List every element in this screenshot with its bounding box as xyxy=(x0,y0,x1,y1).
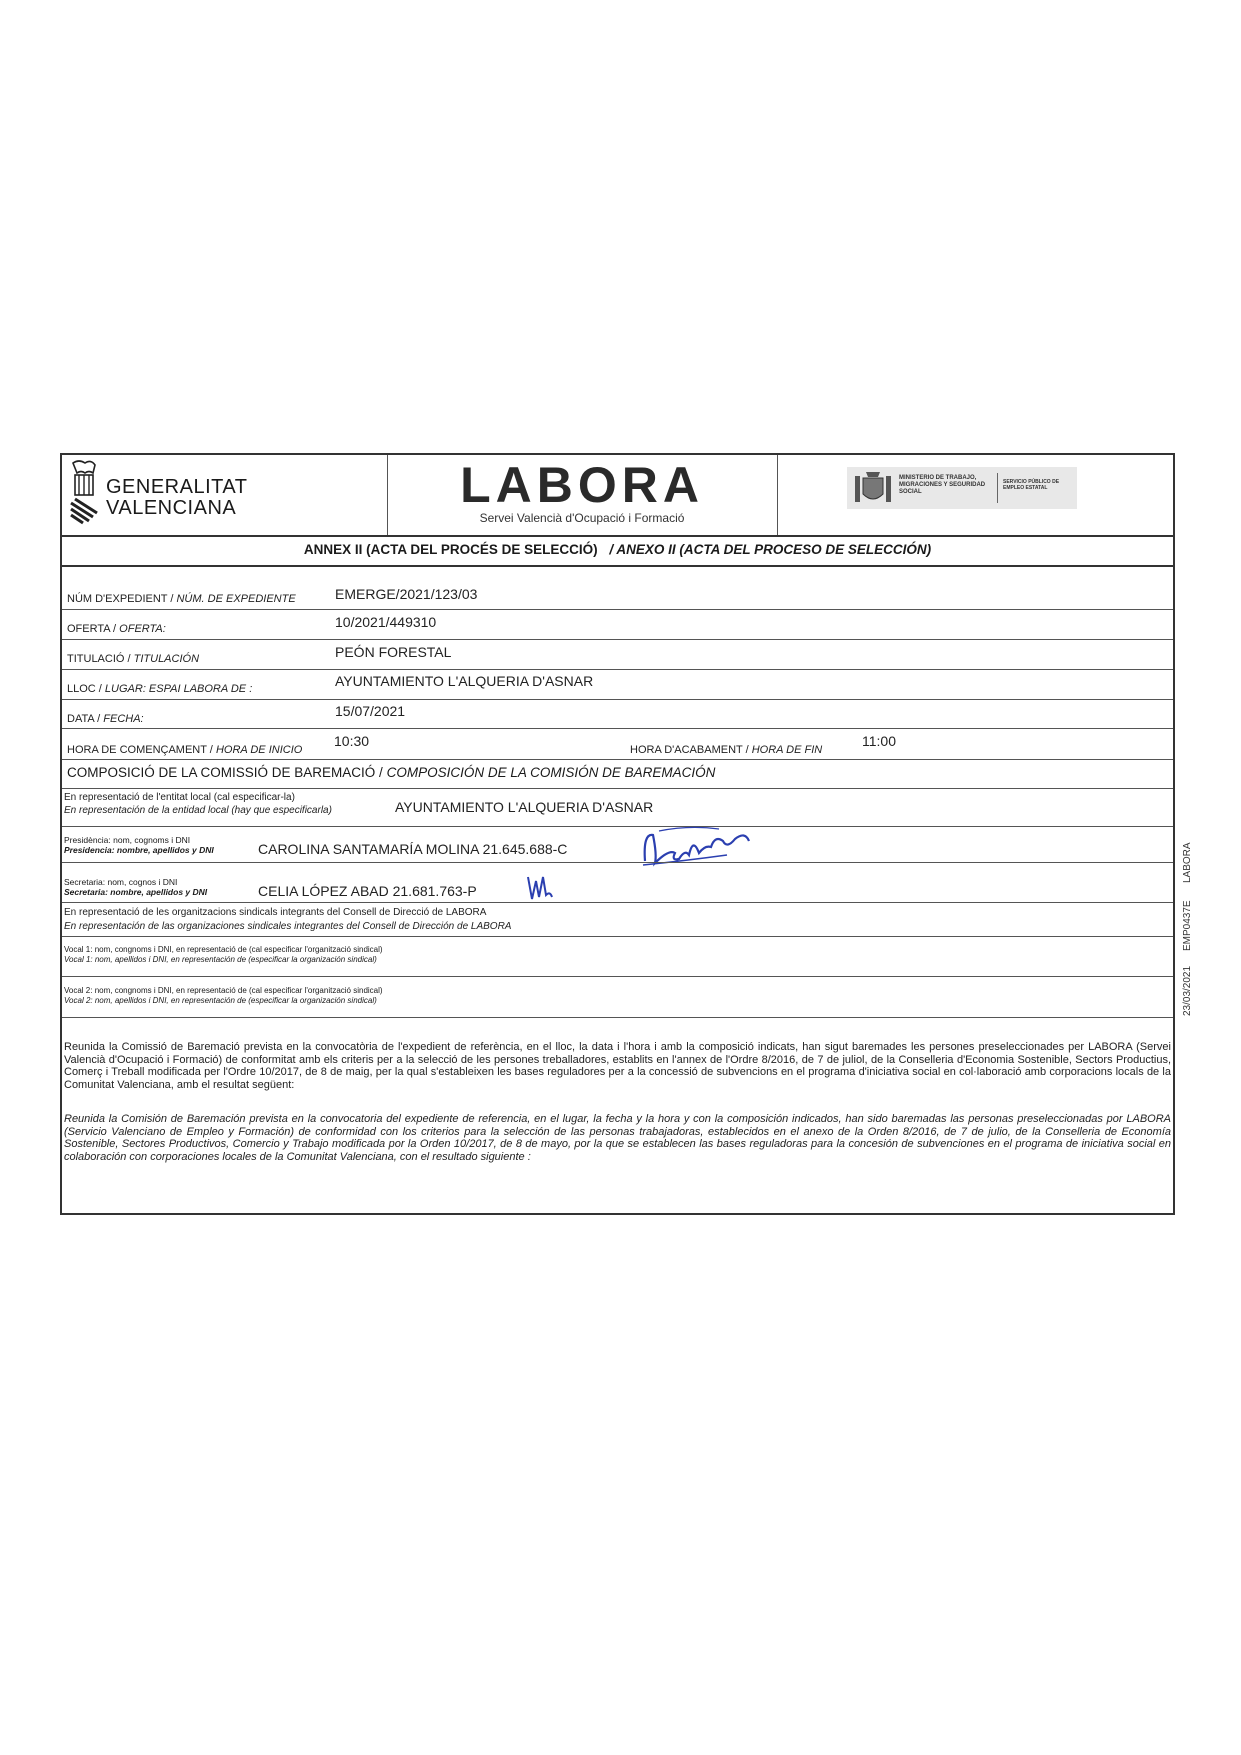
sindicals-val: En representació de les organitzacions sindicals integrants del Consell de Direcció de LABORA xyxy=(64,907,487,918)
annex-title-val: ANNEX II (ACTA DEL PROCÉS DE SELECCIÓ) xyxy=(303,542,598,557)
ministry-logo xyxy=(847,467,1077,509)
gv-title xyxy=(106,477,247,519)
data-label: DATA / FECHA: xyxy=(67,713,144,725)
divider xyxy=(62,535,1173,537)
divider xyxy=(62,669,1173,670)
generalitat-emblem-icon xyxy=(67,459,101,527)
divider xyxy=(62,1017,1173,1018)
presidencia-signature xyxy=(639,825,769,875)
lloc-value: AYUNTAMIENTO L'ALQUERIA D'ASNAR xyxy=(335,673,594,689)
paragraph-val: Reunida la Comissió de Baremació prevista en la convocatòria de l'expedient de referència, en el lloc, la data i l'hora i amb la composició indicats, han sigut baremades les persones preseleccionades per LABORA (Servei Valencià d'Ocupació i Formació) de conformitat amb els criteris per a la selecció de les persones treballadores, establits en l'annex de l'Ordre 8/2016, de 7 de juliol, de la Conselleria d'Economia Sostenible, Sectors Productius, Comerç i Treball modificada per l'Ordre 10/2017, de 8 de maig, per la qual s'estableixen les bases reguladores per a la concessió de subvencions en el programa d'iniciativa social en col·laboració amb corporacions locals de la Comunitat Valenciana, amb el resultat següent: xyxy=(64,1041,1171,1091)
annex-title-es: / ANEXO II (ACTA DEL PROCESO DE SELECCIÓN) xyxy=(609,542,932,557)
spain-coat-of-arms-icon xyxy=(853,470,893,506)
divider xyxy=(62,565,1173,567)
presidencia-label: Presidència: nom, cognoms i DNI Presidencia: nombre, apellidos y DNI xyxy=(64,835,214,855)
vocal1-label: Vocal 1: nom, congnoms i DNI, en representació de (cal especificar l'organització sindical) Vocal 1: nom, apellidos i DNI, en representación de (especificar la organización sindical) xyxy=(64,945,383,964)
divider xyxy=(62,976,1173,977)
hora-inici-label: HORA DE COMENÇAMENT / HORA DE INICIO xyxy=(67,744,303,756)
divider xyxy=(62,639,1173,640)
margin-date: 23/03/2021 xyxy=(1182,965,1193,1016)
sindicals-es: En representación de las organizaciones sindicales integrantes del Consell de Dirección de LABORA xyxy=(64,921,512,932)
data-value: 15/07/2021 xyxy=(335,703,406,719)
entitat-value: AYUNTAMIENTO L'ALQUERIA D'ASNAR xyxy=(395,799,654,815)
divider xyxy=(62,902,1173,903)
divider xyxy=(62,936,1173,937)
labora-wordmark: LABORA xyxy=(460,457,704,513)
comissio-heading: COMPOSICIÓ DE LA COMISSIÓ DE BAREMACIÓ / COMPOSICIÓN DE LA COMISIÓN DE BAREMACIÓN xyxy=(67,765,716,780)
secretaria-signature xyxy=(524,871,554,910)
divider xyxy=(62,759,1173,760)
secretaria-label: Secretaria: nom, cognos i DNI Secretaria: nombre, apellidos y DNI xyxy=(64,877,208,897)
expedient-label: NÚM D'EXPEDIENT / NÚM. DE EXPEDIENTE xyxy=(67,593,296,605)
margin-brand: LABORA xyxy=(1182,842,1193,883)
annex-title xyxy=(62,542,1173,557)
titulacio-value: PEÓN FORESTAL xyxy=(335,644,452,660)
oferta-label: OFERTA / OFERTA: xyxy=(67,623,166,635)
divider xyxy=(62,788,1173,789)
divider xyxy=(62,728,1173,729)
hora-fi-label: HORA D'ACABAMENT / HORA DE FIN xyxy=(630,744,823,756)
acta-form xyxy=(60,453,1175,1215)
secretaria-value: CELIA LÓPEZ ABAD 21.681.763-P xyxy=(258,883,477,899)
hora-inici-value: 10:30 xyxy=(334,733,370,749)
titulacio-label: TITULACIÓ / TITULACIÓN xyxy=(67,653,200,665)
sepe-text: SERVICIO PÚBLICO DE EMPLEO ESTATAL xyxy=(1003,479,1060,491)
gv-line-2: VALENCIANA xyxy=(106,497,237,519)
divider xyxy=(62,862,1173,863)
expedient-value: EMERGE/2021/123/03 xyxy=(335,586,478,602)
hora-fi-value: 11:00 xyxy=(862,733,896,749)
vocal2-label: Vocal 2: nom, congnoms i DNI, en representació de (cal especificar l'organització sindical) Vocal 2: nom, apellidos i DNI, en representación de (especificar la organización sindical) xyxy=(64,986,383,1005)
ministry-text: MINISTERIO DE TRABAJO, MIGRACIONES Y SEGURIDAD SOCIAL xyxy=(899,475,986,495)
oferta-value: 10/2021/449310 xyxy=(335,614,437,630)
margin-code: EMP0437E xyxy=(1182,900,1193,951)
lloc-label: LLOC / LUGAR: ESPAI LABORA DE : xyxy=(67,683,253,695)
labora-subtitle: Servei Valencià d'Ocupació i Formació xyxy=(479,511,685,525)
entitat-label-val: En representació de l'entitat local (cal especificar-la) xyxy=(64,792,295,803)
gv-line-1: GENERALITAT xyxy=(106,476,248,498)
divider xyxy=(62,826,1173,827)
header-divider xyxy=(777,455,778,535)
ministry-divider xyxy=(997,473,998,503)
labora-logo xyxy=(387,457,777,525)
entitat-label-es: En representación de la entidad local (hay que especificarla) xyxy=(64,805,332,816)
paragraph-es: Reunida la Comisión de Baremación prevista en la convocatoria del expediente de referencia, en el lugar, la fecha y la hora y con la composición indicados, han sido baremadas las personas preseleccionadas por LABORA (Servicio Valenciano de Empleo y Formación) de conformidad con los criterios para la selección de las personas trabajadoras, establecidos en el anexo de la Orden 8/2016, de 7 de julio, de la Conselleria de Economía Sostenible, Sectores Productivos, Comercio y Trabajo modificada por la Orden 10/2017, de 8 de mayo, por la que se establecen las bases reguladoras para la concesión de subvenciones en el programa de iniciativa social en colaboración con corporaciones locales de la Comunitat Valenciana, con el resultado siguiente : xyxy=(64,1113,1171,1163)
divider xyxy=(62,699,1173,700)
divider xyxy=(62,609,1173,610)
presidencia-value: CAROLINA SANTAMARÍA MOLINA 21.645.688-C xyxy=(258,841,568,857)
